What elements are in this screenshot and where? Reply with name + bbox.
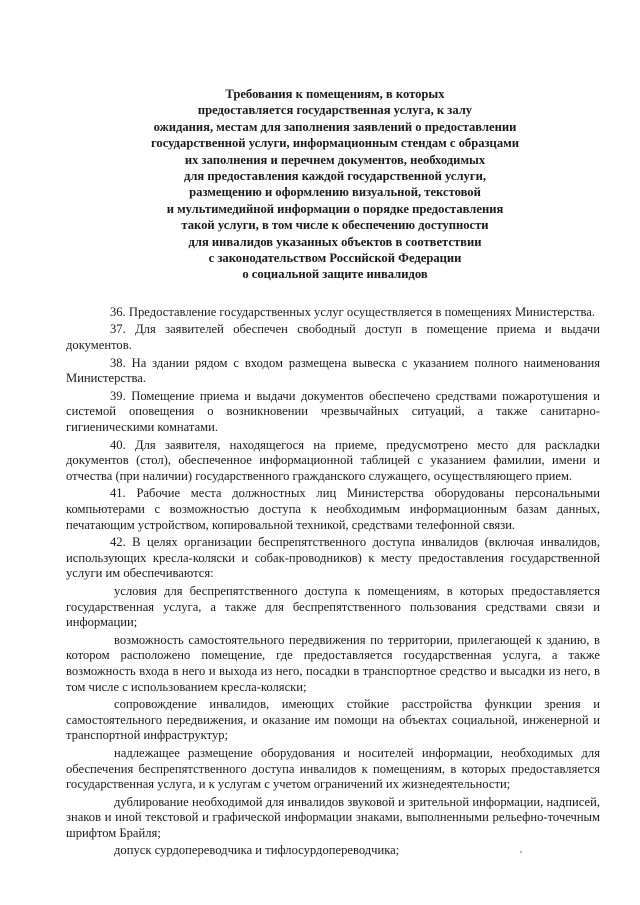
paragraph-36: 36. Предоставление государственных услуг осуществляется в помещениях Министерства. — [110, 304, 595, 319]
paragraph-40: 40. Для заявителя, находящегося на приеме, предусмотрено место для раскладки документов (стол), обеспеченное информационной таблицей с указанием фамилии, имени и отчества (при наличии) государственного гражданского служащего, осуществляющего прием. — [66, 437, 600, 483]
heading-line: и мультимедийной информации о порядке предоставления — [166, 201, 504, 216]
heading-line: ожидания, местам для заполнения заявлений о предоставлении — [153, 119, 517, 134]
heading-line: предоставляется государственная услуга, к залу — [197, 103, 473, 118]
heading-line: для предоставления каждой государственной услуги, — [184, 169, 486, 184]
heading-line: их заполнения и перечнем документов, необходимых — [184, 152, 486, 167]
heading-line: о социальной защите инвалидов — [242, 267, 428, 282]
list-item: возможность самостоятельного передвижения по территории, прилегающей к зданию, в котором расположено помещение, где предоставляется государственная услуга, а также возможность входа в него и выхода из него, посадки в транспортное средство и высадки из него, в том числе с использованием кресла-коляски; — [66, 632, 600, 694]
paragraph-38: 38. На здании рядом с входом размещена вывеска с указанием полного наименования Министерства. — [66, 355, 600, 386]
list-item: надлежащее размещение оборудования и носителей информации, необходимых для обеспечения беспрепятственного доступа инвалидов к помещениям, в которых предоставляется государственная услуга, и к услугам с учетом ограничений их жизнедеятельности; — [66, 745, 600, 792]
list-item: дублирование необходимой для инвалидов звуковой и зрительной информации, надписей, знаков и иной текстовой и графической информации знаками, выполненными рельефно-точечным шрифтом Брайля; — [66, 794, 600, 840]
document-body — [66, 305, 600, 859]
heading-line: для инвалидов указанных объектов в соответствии — [188, 234, 482, 249]
heading-line: с законодательством Российской Федерации — [208, 251, 462, 266]
heading-line: государственной услуги, информационным стендам с образцами — [151, 136, 519, 151]
list-item: допуск сурдопереводчика и тифлосурдопереводчика; — [114, 843, 400, 858]
document-heading — [70, 86, 600, 283]
paragraph-42: 42. В целях организации беспрепятственного доступа инвалидов (включая инвалидов, использующих кресла-коляски и собак-проводников) к месту предоставления государственной услуги им обеспечиваются: — [66, 535, 600, 581]
paragraph-37: 37. Для заявителей обеспечен свободный доступ в помещение приема и выдачи документов. — [66, 322, 600, 353]
paragraph-41: 41. Рабочие места должностных лиц Министерства оборудованы персональными компьютерами с возможностью доступа к необходимым информационным базам данных, печатающим устройством, копировальной техникой, средствами телефонной связи. — [66, 486, 600, 532]
scan-speck — [520, 851, 522, 853]
paragraph-39: 39. Помещение приема и выдачи документов обеспечено средствами пожаротушения и системой оповещения о возникновении чрезвычайных ситуаций, а также санитарно-гигиеническими комнатами. — [66, 388, 600, 435]
list-item: условия для беспрепятственного доступа к помещениям, в которых предоставляется государственная услуга, а также для беспрепятственного пользования средствами связи и информации; — [66, 583, 600, 630]
heading-line: Требования к помещениям, в которых — [225, 87, 445, 101]
heading-line: такой услуги, в том числе к обеспечению доступности — [181, 218, 489, 233]
heading-line: размещению и оформлению визуальной, текстовой — [189, 185, 481, 200]
list-item: сопровождение инвалидов, имеющих стойкие расстройства функции зрения и самостоятельного передвижения, и оказание им помощи на объектах социальной, инженерной и транспортной инфраструктур; — [66, 697, 600, 743]
